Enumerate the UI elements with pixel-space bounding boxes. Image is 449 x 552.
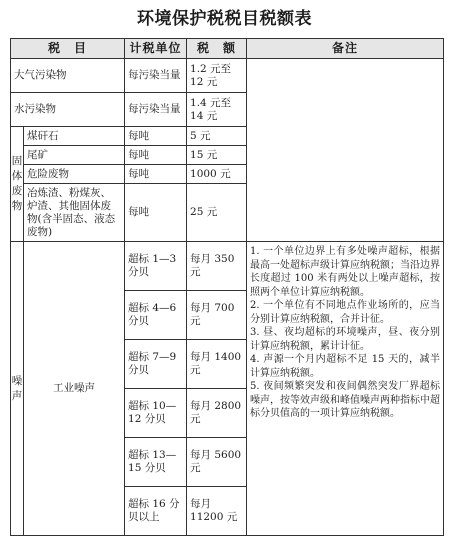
- item-cell: 尾矿: [24, 146, 125, 165]
- header-unit: 计税单位: [125, 39, 187, 59]
- header-row: [11, 39, 444, 59]
- amount-cell: 5 元: [187, 127, 247, 146]
- unit-cell: 每吨: [125, 165, 187, 184]
- unit-cell: 超标 10—12 分贝: [125, 389, 187, 438]
- amount-cell: 每月 350 元: [187, 242, 247, 291]
- note-line: 5. 夜间频繁突发和夜间偶然突发厂界超标噪声，按等效声级和峰值噪声两种指标中超标分贝值高的一项计算应纳税额。: [250, 381, 441, 419]
- noise-notes: [247, 242, 444, 536]
- page-title: 环境保护税税目税额表: [137, 9, 312, 29]
- unit-cell: 超标 1—3 分贝: [125, 242, 187, 291]
- note-line: 4. 声源一个月内超标不足 15 天的，减半计算应纳税额。: [250, 354, 441, 379]
- solid-group-label: 固体废物: [11, 127, 24, 242]
- header-item: 税 目: [11, 39, 125, 59]
- note-line: 3. 昼、夜均超标的环境噪声，昼、夜分别计算应纳税额，累计计征。: [250, 327, 441, 352]
- tax-table: [10, 38, 444, 536]
- amount-cell: 每月 700 元: [187, 291, 247, 340]
- unit-cell: 超标 4—6 分贝: [125, 291, 187, 340]
- item-cell: 冶炼渣、粉煤灰、炉渣、其他固体废物(含半固态、液态废物): [24, 184, 125, 242]
- table-row-noise: [11, 242, 444, 291]
- amount-cell: 25 元: [187, 184, 247, 242]
- amount-cell: 15 元: [187, 146, 247, 165]
- note-line: 1. 一个单位边界上有多处噪声超标，根据最高一处超标声级计算应纳税额；当沿边界长度超过 100 米有两处以上噪声超标，按照两个单位计算应纳税额。: [250, 246, 441, 298]
- item-cell: 煤矸石: [24, 127, 125, 146]
- unit-cell: 每吨: [125, 146, 187, 165]
- item-cell: 水污染物: [11, 93, 125, 127]
- amount-cell: 1000 元: [187, 165, 247, 184]
- noise-sub-label: 工业噪声: [24, 242, 125, 536]
- unit-cell: 每吨: [125, 184, 187, 242]
- amount-cell: 每月 2800 元: [187, 389, 247, 438]
- unit-cell: 超标 7—9 分贝: [125, 340, 187, 389]
- note-line: 2. 一个单位有不同地点作业场所的，应当分别计算应纳税额，合并计征。: [250, 300, 441, 325]
- header-amount: 税 额: [187, 39, 247, 59]
- amount-cell: 每月 11200 元: [187, 487, 247, 536]
- empty-note-cell: [247, 59, 444, 242]
- unit-cell: 超标 16 分贝以上: [125, 487, 187, 536]
- noise-group-label: 噪声: [11, 242, 24, 536]
- header-note: 备注: [247, 39, 444, 59]
- unit-cell: 每吨: [125, 127, 187, 146]
- item-cell: 大气污染物: [11, 59, 125, 93]
- amount-cell: 每月 5600 元: [187, 438, 247, 487]
- unit-cell: 超标 13—15 分贝: [125, 438, 187, 487]
- unit-cell: 每污染当量: [125, 93, 187, 127]
- amount-cell: 1.4 元至 14 元: [187, 93, 247, 127]
- amount-cell: 每月 1400 元: [187, 340, 247, 389]
- item-cell: 危险废物: [24, 165, 125, 184]
- table-row-air: [11, 59, 444, 93]
- unit-cell: 每污染当量: [125, 59, 187, 93]
- amount-cell: 1.2 元至 12 元: [187, 59, 247, 93]
